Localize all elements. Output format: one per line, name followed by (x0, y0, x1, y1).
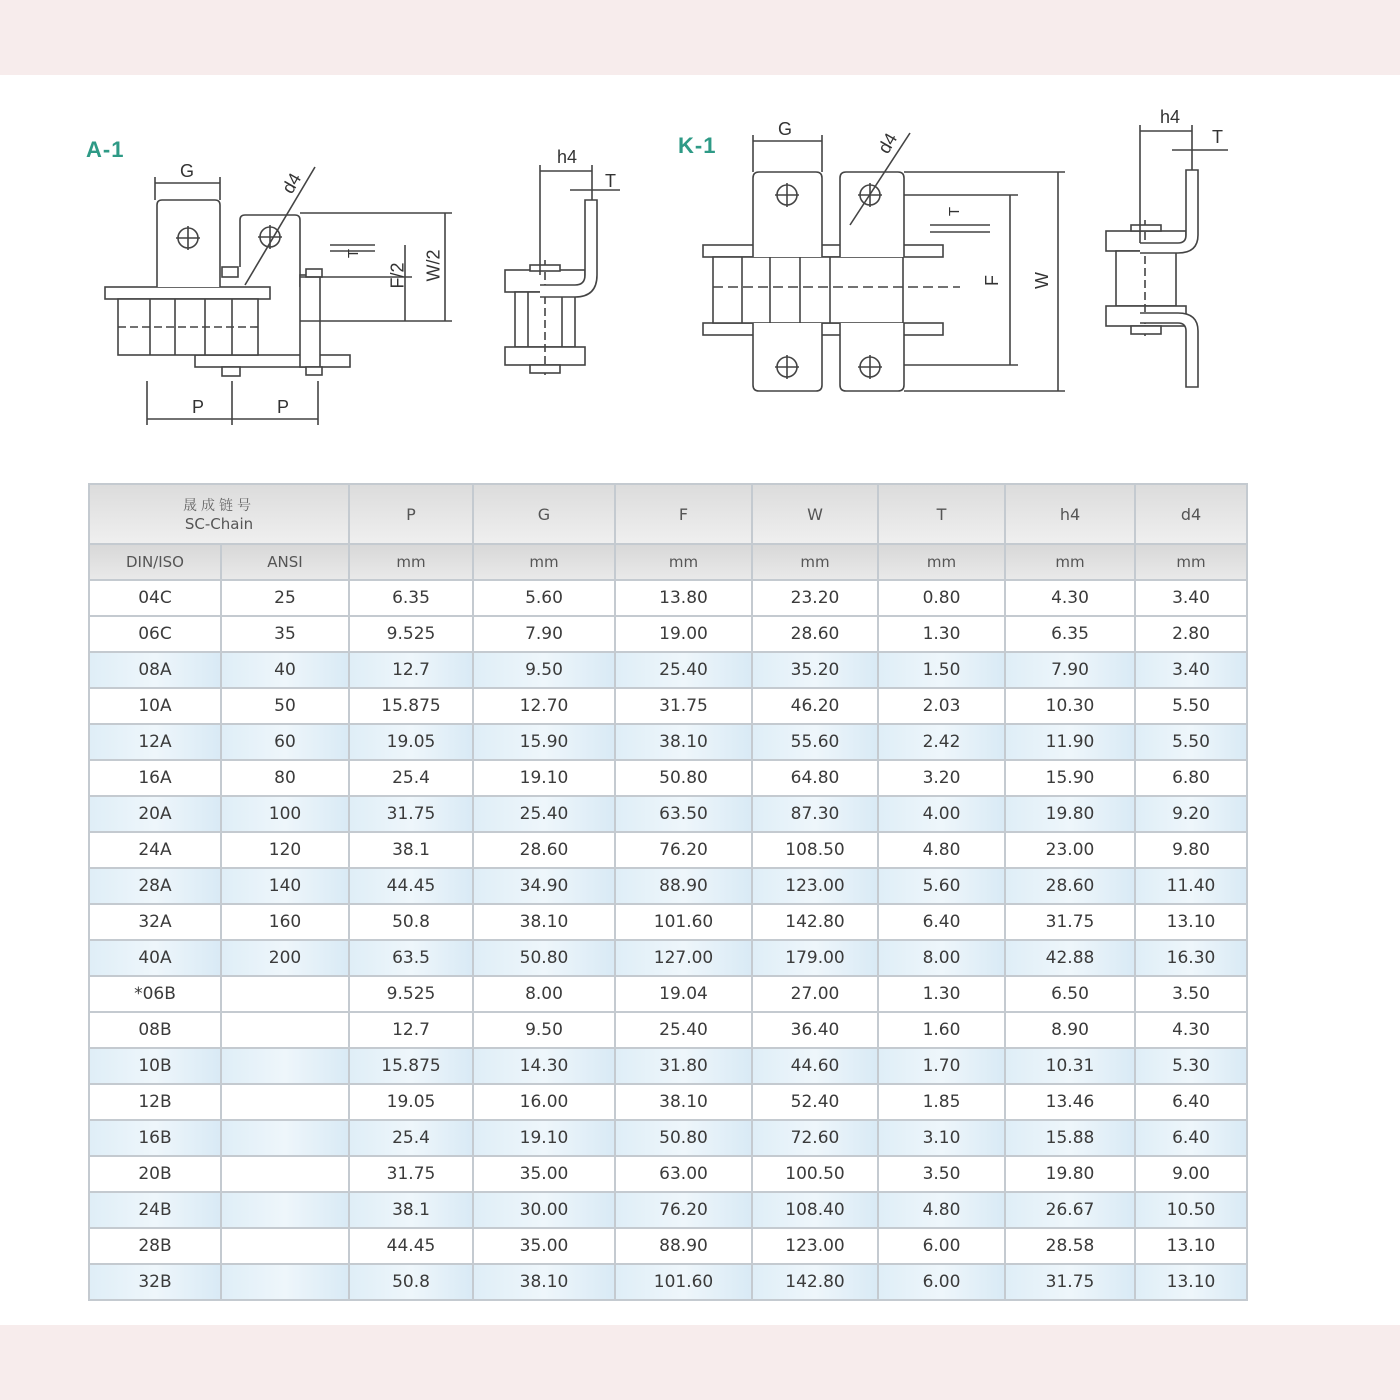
cell-din-iso: 12A (89, 724, 221, 760)
chain-spec-table (88, 483, 1248, 1301)
table-row (89, 1048, 1247, 1084)
cell-g: 9.50 (473, 652, 615, 688)
a1-dim-t2: T (605, 171, 616, 191)
cell-d4: 5.50 (1135, 724, 1247, 760)
cell-g: 9.50 (473, 1012, 615, 1048)
cell-din-iso: 08B (89, 1012, 221, 1048)
cell-f: 50.80 (615, 760, 752, 796)
cell-h4: 10.31 (1005, 1048, 1135, 1084)
cell-p: 38.1 (349, 1192, 473, 1228)
cell-ansi (221, 1264, 349, 1300)
cell-ansi (221, 1084, 349, 1120)
a1-label: A-1 (86, 137, 125, 162)
cell-f: 25.40 (615, 1012, 752, 1048)
cell-h4: 19.80 (1005, 1156, 1135, 1192)
cell-h4: 15.90 (1005, 760, 1135, 796)
cell-w: 27.00 (752, 976, 878, 1012)
cell-h4: 31.75 (1005, 1264, 1135, 1300)
cell-p: 31.75 (349, 1156, 473, 1192)
cell-w: 108.40 (752, 1192, 878, 1228)
cell-w: 123.00 (752, 868, 878, 904)
cell-din-iso: *06B (89, 976, 221, 1012)
cell-t: 6.00 (878, 1228, 1005, 1264)
cell-h4: 4.30 (1005, 580, 1135, 616)
col-header-w: W (752, 484, 878, 544)
unit-h4: mm (1005, 544, 1135, 580)
k1-dim-d4: d4 (873, 129, 902, 157)
cell-din-iso: 12B (89, 1084, 221, 1120)
chain-number-header (89, 484, 349, 544)
cell-g: 12.70 (473, 688, 615, 724)
cell-g: 14.30 (473, 1048, 615, 1084)
cell-f: 38.10 (615, 1084, 752, 1120)
k1-dim-t: T (946, 206, 964, 217)
cell-w: 123.00 (752, 1228, 878, 1264)
cell-h4: 15.88 (1005, 1120, 1135, 1156)
cell-p: 50.8 (349, 1264, 473, 1300)
unit-d4: mm (1135, 544, 1247, 580)
cell-din-iso: 06C (89, 616, 221, 652)
cell-d4: 4.30 (1135, 1012, 1247, 1048)
a1-dim-h4: h4 (557, 147, 578, 167)
cell-ansi: 40 (221, 652, 349, 688)
unit-w: mm (752, 544, 878, 580)
cell-t: 3.20 (878, 760, 1005, 796)
cell-din-iso: 20A (89, 796, 221, 832)
cell-g: 5.60 (473, 580, 615, 616)
cell-d4: 3.40 (1135, 652, 1247, 688)
a1-dim-p2: P (277, 397, 290, 417)
k1-dim-f: F (982, 275, 1002, 286)
a1-dim-t: T (345, 248, 363, 259)
table-row (89, 652, 1247, 688)
cell-ansi (221, 1192, 349, 1228)
cell-p: 12.7 (349, 652, 473, 688)
cell-w: 52.40 (752, 1084, 878, 1120)
cell-d4: 6.40 (1135, 1120, 1247, 1156)
cell-d4: 9.80 (1135, 832, 1247, 868)
cell-f: 63.50 (615, 796, 752, 832)
cell-h4: 28.60 (1005, 868, 1135, 904)
unit-g: mm (473, 544, 615, 580)
chain-label-cn: 晟成链号 (183, 498, 255, 514)
cell-d4: 9.20 (1135, 796, 1247, 832)
cell-f: 31.80 (615, 1048, 752, 1084)
table-row (89, 1084, 1247, 1120)
cell-w: 100.50 (752, 1156, 878, 1192)
cell-t: 2.03 (878, 688, 1005, 724)
col-header-f: F (615, 484, 752, 544)
cell-p: 31.75 (349, 796, 473, 832)
cell-ansi: 50 (221, 688, 349, 724)
cell-h4: 42.88 (1005, 940, 1135, 976)
table-row (89, 1012, 1247, 1048)
cell-h4: 11.90 (1005, 724, 1135, 760)
cell-w: 108.50 (752, 832, 878, 868)
table-row (89, 832, 1247, 868)
cell-w: 72.60 (752, 1120, 878, 1156)
cell-w: 35.20 (752, 652, 878, 688)
cell-ansi: 25 (221, 580, 349, 616)
cell-t: 0.80 (878, 580, 1005, 616)
cell-g: 19.10 (473, 760, 615, 796)
table-row (89, 976, 1247, 1012)
cell-w: 87.30 (752, 796, 878, 832)
cell-din-iso: 10B (89, 1048, 221, 1084)
table-row (89, 1228, 1247, 1264)
cell-t: 8.00 (878, 940, 1005, 976)
cell-h4: 31.75 (1005, 904, 1135, 940)
chain-label-en: SC-Chain (184, 515, 254, 533)
a1-front-view (105, 167, 452, 425)
a1-dim-g: G (180, 161, 195, 181)
k1-side-view (1106, 125, 1228, 387)
table-row (89, 1192, 1247, 1228)
cell-din-iso: 24B (89, 1192, 221, 1228)
cell-ansi: 100 (221, 796, 349, 832)
cell-d4: 13.10 (1135, 1264, 1247, 1300)
cell-d4: 2.80 (1135, 616, 1247, 652)
cell-din-iso: 16B (89, 1120, 221, 1156)
cell-f: 25.40 (615, 652, 752, 688)
table-row (89, 1156, 1247, 1192)
cell-h4: 23.00 (1005, 832, 1135, 868)
cell-ansi: 140 (221, 868, 349, 904)
cell-g: 16.00 (473, 1084, 615, 1120)
cell-w: 44.60 (752, 1048, 878, 1084)
unit-p: mm (349, 544, 473, 580)
cell-h4: 10.30 (1005, 688, 1135, 724)
cell-t: 6.00 (878, 1264, 1005, 1300)
cell-f: 50.80 (615, 1120, 752, 1156)
cell-h4: 7.90 (1005, 652, 1135, 688)
cell-w: 179.00 (752, 940, 878, 976)
col-header-t: T (878, 484, 1005, 544)
cell-d4: 13.10 (1135, 904, 1247, 940)
cell-g: 30.00 (473, 1192, 615, 1228)
cell-t: 1.60 (878, 1012, 1005, 1048)
cell-d4: 6.80 (1135, 760, 1247, 796)
header-row-names (89, 484, 1247, 544)
a1-dim-p1: P (192, 397, 205, 417)
cell-f: 88.90 (615, 868, 752, 904)
cell-w: 28.60 (752, 616, 878, 652)
cell-f: 127.00 (615, 940, 752, 976)
cell-t: 3.10 (878, 1120, 1005, 1156)
cell-p: 38.1 (349, 832, 473, 868)
cell-t: 2.42 (878, 724, 1005, 760)
cell-f: 88.90 (615, 1228, 752, 1264)
cell-f: 31.75 (615, 688, 752, 724)
cell-p: 19.05 (349, 1084, 473, 1120)
cell-din-iso: 24A (89, 832, 221, 868)
cell-g: 38.10 (473, 1264, 615, 1300)
cell-p: 6.35 (349, 580, 473, 616)
cell-ansi: 160 (221, 904, 349, 940)
cell-h4: 8.90 (1005, 1012, 1135, 1048)
chain-diagrams (0, 75, 1400, 475)
sub-header-ansi: ANSI (221, 544, 349, 580)
cell-d4: 13.10 (1135, 1228, 1247, 1264)
unit-t: mm (878, 544, 1005, 580)
col-header-p: P (349, 484, 473, 544)
a1-dim-f-half: F/2 (387, 262, 408, 289)
cell-f: 19.04 (615, 976, 752, 1012)
cell-g: 7.90 (473, 616, 615, 652)
cell-p: 25.4 (349, 760, 473, 796)
cell-h4: 19.80 (1005, 796, 1135, 832)
cell-din-iso: 16A (89, 760, 221, 796)
a1-dim-w-half: W/2 (423, 249, 444, 282)
cell-f: 101.60 (615, 1264, 752, 1300)
cell-g: 25.40 (473, 796, 615, 832)
cell-g: 35.00 (473, 1156, 615, 1192)
cell-g: 15.90 (473, 724, 615, 760)
cell-ansi (221, 1120, 349, 1156)
table-row (89, 616, 1247, 652)
cell-t: 4.80 (878, 832, 1005, 868)
cell-t: 3.50 (878, 1156, 1005, 1192)
cell-ansi: 200 (221, 940, 349, 976)
cell-f: 19.00 (615, 616, 752, 652)
cell-d4: 5.30 (1135, 1048, 1247, 1084)
cell-g: 28.60 (473, 832, 615, 868)
cell-d4: 16.30 (1135, 940, 1247, 976)
cell-p: 50.8 (349, 904, 473, 940)
cell-p: 44.45 (349, 1228, 473, 1264)
table-row (89, 724, 1247, 760)
cell-h4: 26.67 (1005, 1192, 1135, 1228)
cell-h4: 6.50 (1005, 976, 1135, 1012)
k1-dim-t2: T (1212, 127, 1223, 147)
cell-din-iso: 20B (89, 1156, 221, 1192)
cell-ansi (221, 1012, 349, 1048)
cell-d4: 3.50 (1135, 976, 1247, 1012)
cell-d4: 5.50 (1135, 688, 1247, 724)
table-row (89, 796, 1247, 832)
cell-g: 38.10 (473, 904, 615, 940)
header-row-units (89, 544, 1247, 580)
cell-din-iso: 04C (89, 580, 221, 616)
cell-din-iso: 40A (89, 940, 221, 976)
cell-w: 23.20 (752, 580, 878, 616)
table-row (89, 1120, 1247, 1156)
cell-f: 101.60 (615, 904, 752, 940)
cell-din-iso: 08A (89, 652, 221, 688)
a1-side-view (505, 165, 620, 375)
cell-p: 44.45 (349, 868, 473, 904)
cell-din-iso: 10A (89, 688, 221, 724)
table-row (89, 904, 1247, 940)
cell-d4: 6.40 (1135, 1084, 1247, 1120)
cell-p: 12.7 (349, 1012, 473, 1048)
k1-label: K-1 (678, 133, 717, 158)
col-header-g: G (473, 484, 615, 544)
table-row (89, 868, 1247, 904)
cell-f: 13.80 (615, 580, 752, 616)
cell-t: 4.00 (878, 796, 1005, 832)
table-body (89, 580, 1247, 1300)
cell-w: 55.60 (752, 724, 878, 760)
cell-f: 76.20 (615, 832, 752, 868)
cell-t: 4.80 (878, 1192, 1005, 1228)
table-row (89, 940, 1247, 976)
cell-h4: 13.46 (1005, 1084, 1135, 1120)
table-row (89, 1264, 1247, 1300)
cell-f: 63.00 (615, 1156, 752, 1192)
cell-w: 142.80 (752, 904, 878, 940)
cell-t: 1.30 (878, 976, 1005, 1012)
col-header-h4: h4 (1005, 484, 1135, 544)
cell-d4: 10.50 (1135, 1192, 1247, 1228)
cell-d4: 9.00 (1135, 1156, 1247, 1192)
spec-sheet (0, 75, 1400, 1325)
cell-h4: 6.35 (1005, 616, 1135, 652)
cell-g: 34.90 (473, 868, 615, 904)
cell-w: 46.20 (752, 688, 878, 724)
k1-front-view (703, 133, 1065, 391)
cell-p: 15.875 (349, 1048, 473, 1084)
cell-ansi: 60 (221, 724, 349, 760)
cell-w: 36.40 (752, 1012, 878, 1048)
table-row (89, 580, 1247, 616)
cell-p: 19.05 (349, 724, 473, 760)
cell-t: 1.70 (878, 1048, 1005, 1084)
k1-dim-g: G (778, 119, 793, 139)
cell-d4: 3.40 (1135, 580, 1247, 616)
cell-f: 38.10 (615, 724, 752, 760)
cell-t: 1.85 (878, 1084, 1005, 1120)
cell-ansi (221, 976, 349, 1012)
cell-din-iso: 28B (89, 1228, 221, 1264)
cell-t: 1.30 (878, 616, 1005, 652)
k1-dim-h4: h4 (1160, 107, 1181, 127)
col-header-d4: d4 (1135, 484, 1247, 544)
cell-p: 25.4 (349, 1120, 473, 1156)
k1-dim-w: W (1032, 272, 1052, 289)
cell-d4: 11.40 (1135, 868, 1247, 904)
cell-ansi (221, 1048, 349, 1084)
cell-p: 9.525 (349, 976, 473, 1012)
cell-p: 9.525 (349, 616, 473, 652)
cell-ansi: 35 (221, 616, 349, 652)
cell-w: 142.80 (752, 1264, 878, 1300)
table-row (89, 688, 1247, 724)
unit-f: mm (615, 544, 752, 580)
cell-din-iso: 32A (89, 904, 221, 940)
cell-t: 1.50 (878, 652, 1005, 688)
cell-p: 15.875 (349, 688, 473, 724)
cell-ansi: 80 (221, 760, 349, 796)
cell-w: 64.80 (752, 760, 878, 796)
cell-f: 76.20 (615, 1192, 752, 1228)
cell-g: 19.10 (473, 1120, 615, 1156)
a1-dim-d4: d4 (277, 169, 306, 197)
cell-h4: 28.58 (1005, 1228, 1135, 1264)
cell-din-iso: 32B (89, 1264, 221, 1300)
cell-ansi (221, 1156, 349, 1192)
sub-header-din: DIN/ISO (89, 544, 221, 580)
cell-g: 8.00 (473, 976, 615, 1012)
table-row (89, 760, 1247, 796)
cell-ansi (221, 1228, 349, 1264)
cell-g: 50.80 (473, 940, 615, 976)
cell-din-iso: 28A (89, 868, 221, 904)
cell-t: 6.40 (878, 904, 1005, 940)
cell-t: 5.60 (878, 868, 1005, 904)
cell-g: 35.00 (473, 1228, 615, 1264)
cell-p: 63.5 (349, 940, 473, 976)
cell-ansi: 120 (221, 832, 349, 868)
